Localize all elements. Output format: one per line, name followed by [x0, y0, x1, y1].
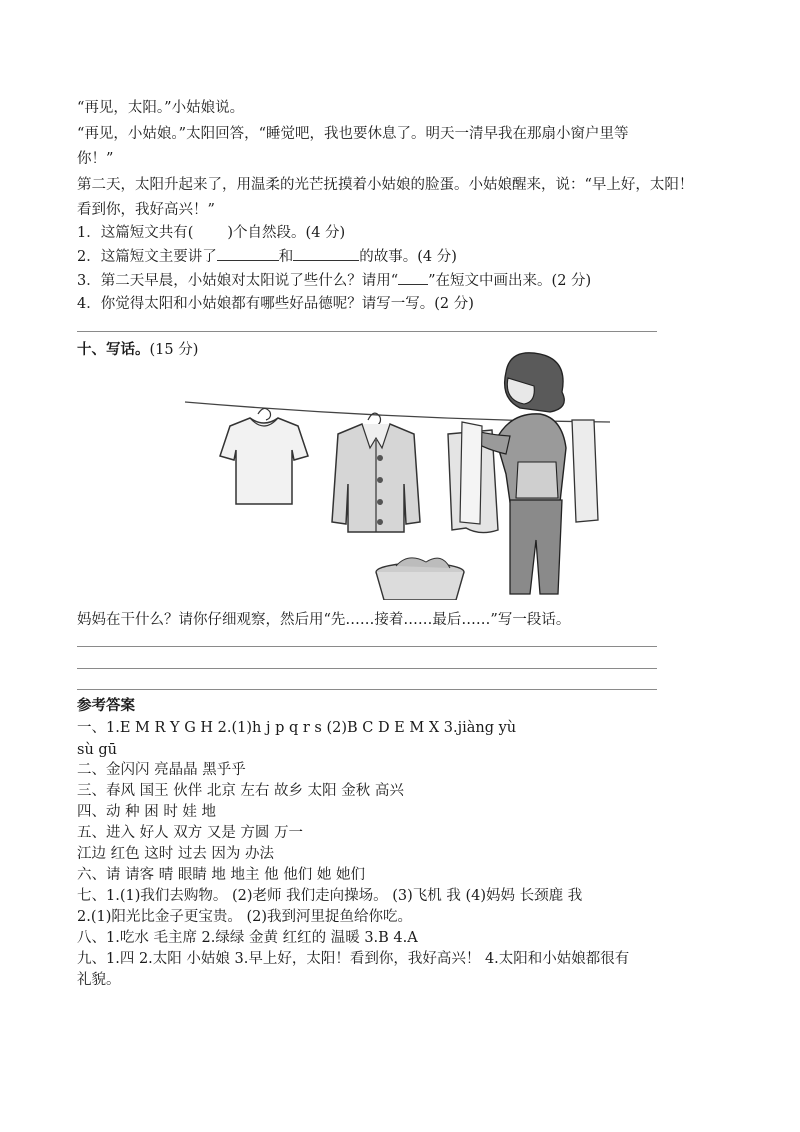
answer-5-line-2: 江边 红色 这时 过去 因为 办法	[77, 846, 275, 862]
answer-key-title: 参考答案	[77, 697, 135, 714]
answer-2: 二、金闪闪 亮晶晶 黑乎乎	[77, 762, 246, 778]
jacket-icon	[332, 413, 420, 532]
question-3-text-a: 3．第二天早晨，小姑娘对太阳说了些什么？请用“	[77, 273, 399, 289]
answer-4: 四、动 种 困 时 娃 地	[77, 804, 217, 820]
question-2-text-a: 2．这篇短文主要讲了	[77, 249, 217, 265]
question-2-blank-2[interactable]	[293, 246, 359, 261]
question-1	[77, 223, 345, 243]
writing-line-1[interactable]	[77, 646, 657, 647]
answer-9-line-2: 礼貌。	[77, 972, 121, 988]
question-1-blank[interactable]	[193, 223, 227, 237]
answer-7-line-2: 2.(1)阳光比金子更宝贵。 (2)我到河里捉鱼给你吃。	[77, 909, 413, 925]
section-10-score: (15 分)	[149, 342, 199, 358]
question-2	[77, 246, 457, 267]
laundry-illustration	[180, 352, 610, 600]
answer-8: 八、1.吃水 毛主席 2.绿绿 金黄 红红的 温暖 3.B 4.A	[77, 930, 418, 946]
story-line-3: 你！”	[77, 151, 114, 167]
story-line-5: 看到你，我好高兴！”	[77, 202, 215, 218]
answer-5-line-1: 五、进入 好人 双方 又是 方圆 万一	[77, 825, 304, 841]
section-10-title: 十、写话。	[77, 341, 150, 358]
answer-6: 六、请 请客 晴 眼睛 地 地主 他 他们 她 她们	[77, 867, 365, 883]
tshirt-icon	[220, 408, 308, 504]
mother-figure	[460, 353, 566, 594]
question-3	[77, 270, 591, 291]
story-line-1: “再见，太阳。”小姑娘说。	[77, 100, 245, 116]
answer-7-line-1: 七、1.(1)我们去购物。 (2)老师 我们走向操场。 (3)飞机 我 (4)妈妈 长颈鹿 我	[77, 888, 583, 904]
story-line-4: 第二天，太阳升起来了，用温柔的光芒抚摸着小姑娘的脸蛋。小姑娘醒来，说：“早上好，太阳！	[77, 177, 694, 193]
question-4: 4．你觉得太阳和小姑娘都有哪些好品德呢？请写一写。(2 分)	[77, 296, 474, 312]
question-1-text-b: )个自然段。(4 分)	[227, 225, 346, 241]
answer-9-line-1: 九、1.四 2.太阳 小姑娘 3.早上好，太阳！看到你，我好高兴！ 4.太阳和小姑娘都很有	[77, 951, 630, 967]
writing-line-3[interactable]	[77, 689, 657, 690]
question-3-text-b: ”在短文中画出来。(2 分)	[428, 273, 592, 289]
story-line-2: “再见，小姑娘。”太阳回答，“睡觉吧，我也要休息了。明天一清早我在那扇小窗户里等	[77, 126, 629, 142]
question-2-text-c: 的故事。(4 分)	[359, 249, 457, 265]
laundry-basket-icon	[376, 558, 464, 600]
answer-1-line-2: sù gū	[77, 742, 118, 758]
answer-line-q4[interactable]	[77, 331, 657, 332]
question-2-text-b: 和	[278, 249, 294, 265]
writing-prompt: 妈妈在干什么？请你仔细观察，然后用“先……接着……最后……”写一段话。	[77, 612, 571, 628]
question-3-underline-sample	[398, 270, 428, 285]
writing-line-2[interactable]	[77, 668, 657, 669]
answer-3: 三、春风 国王 伙伴 北京 左右 故乡 太阳 金秋 高兴	[77, 783, 404, 799]
answer-1-line-1: 一、1.E M R Y G H 2.(1)h j p q r s (2)B C D E M X 3.jiàng yù	[77, 720, 517, 736]
question-1-text-a: 1．这篇短文共有(	[77, 225, 194, 241]
question-2-blank-1[interactable]	[217, 246, 279, 261]
